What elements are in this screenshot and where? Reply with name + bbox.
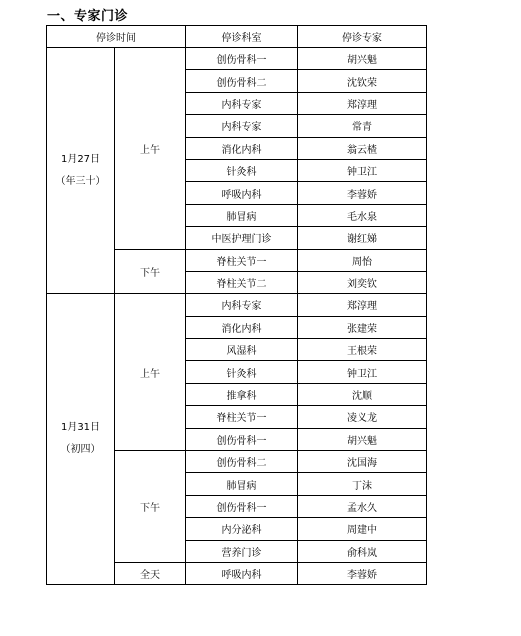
doctor-cell: 沈顺 [298,383,427,405]
doctor-cell: 郑淳理 [298,92,427,114]
doctor-cell: 胡兴魁 [298,48,427,70]
department-cell: 内分泌科 [186,518,298,540]
doctor-cell: 郑淳理 [298,294,427,316]
doctor-cell: 张建荣 [298,316,427,338]
doctor-cell: 孟水久 [298,495,427,517]
department-cell: 肺冒病 [186,204,298,226]
table-header-row [47,26,427,48]
doctor-cell: 李蓉娇 [298,182,427,204]
table-row [47,48,427,70]
department-cell: 推拿科 [186,383,298,405]
doctor-cell: 翁云楂 [298,137,427,159]
period-cell: 上午 [115,294,186,451]
department-cell: 脊柱关节二 [186,271,298,293]
department-cell: 针灸科 [186,361,298,383]
doctor-cell: 周建中 [298,518,427,540]
doctor-cell: 丁沫 [298,473,427,495]
date-label: 1月27日 [60,153,101,165]
department-cell: 营养门诊 [186,540,298,562]
day-label: （初四） [60,444,101,456]
department-cell: 内科专家 [186,294,298,316]
doctor-cell: 俞科岚 [298,540,427,562]
period-cell: 上午 [115,48,186,250]
period-cell: 下午 [115,451,186,563]
department-cell: 消化内科 [186,316,298,338]
section-heading: 一、专家门诊 [47,9,129,24]
doctor-cell: 王根荣 [298,339,427,361]
date-cell [47,294,115,585]
doctor-cell: 周怡 [298,249,427,271]
department-cell: 创伤骨科二 [186,451,298,473]
department-cell: 肺冒病 [186,473,298,495]
department-cell: 创伤骨科一 [186,428,298,450]
department-cell: 脊柱关节一 [186,249,298,271]
date-label: 1月31日 [60,422,101,434]
header-time: 停诊时间 [47,26,186,48]
doctor-cell: 钟卫江 [298,361,427,383]
department-cell: 内科专家 [186,92,298,114]
department-cell: 脊柱关节一 [186,406,298,428]
department-cell: 风湿科 [186,339,298,361]
doctor-cell: 钟卫江 [298,159,427,181]
period-cell: 下午 [115,249,186,294]
header-department: 停诊科室 [186,26,298,48]
doctor-cell: 胡兴魁 [298,428,427,450]
date-cell [47,48,115,294]
doctor-cell: 常青 [298,115,427,137]
doctor-cell: 凌义龙 [298,406,427,428]
department-cell: 针灸科 [186,159,298,181]
closure-schedule-table [46,25,427,585]
doctor-cell: 李蓉娇 [298,562,427,584]
doctor-cell: 毛水泉 [298,204,427,226]
department-cell: 中医护理门诊 [186,227,298,249]
doctor-cell: 刘奕钦 [298,271,427,293]
doctor-cell: 沈国海 [298,451,427,473]
doctor-cell: 谢红娣 [298,227,427,249]
day-label: （年三十） [55,175,106,187]
department-cell: 呼吸内科 [186,182,298,204]
department-cell: 创伤骨科一 [186,48,298,70]
doctor-cell: 沈钦荣 [298,70,427,92]
header-doctor: 停诊专家 [298,26,427,48]
department-cell: 呼吸内科 [186,562,298,584]
department-cell: 创伤骨科一 [186,495,298,517]
department-cell: 内科专家 [186,115,298,137]
table-row [47,294,427,316]
department-cell: 创伤骨科二 [186,70,298,92]
period-cell: 全天 [115,562,186,584]
department-cell: 消化内科 [186,137,298,159]
table-body [47,48,427,585]
